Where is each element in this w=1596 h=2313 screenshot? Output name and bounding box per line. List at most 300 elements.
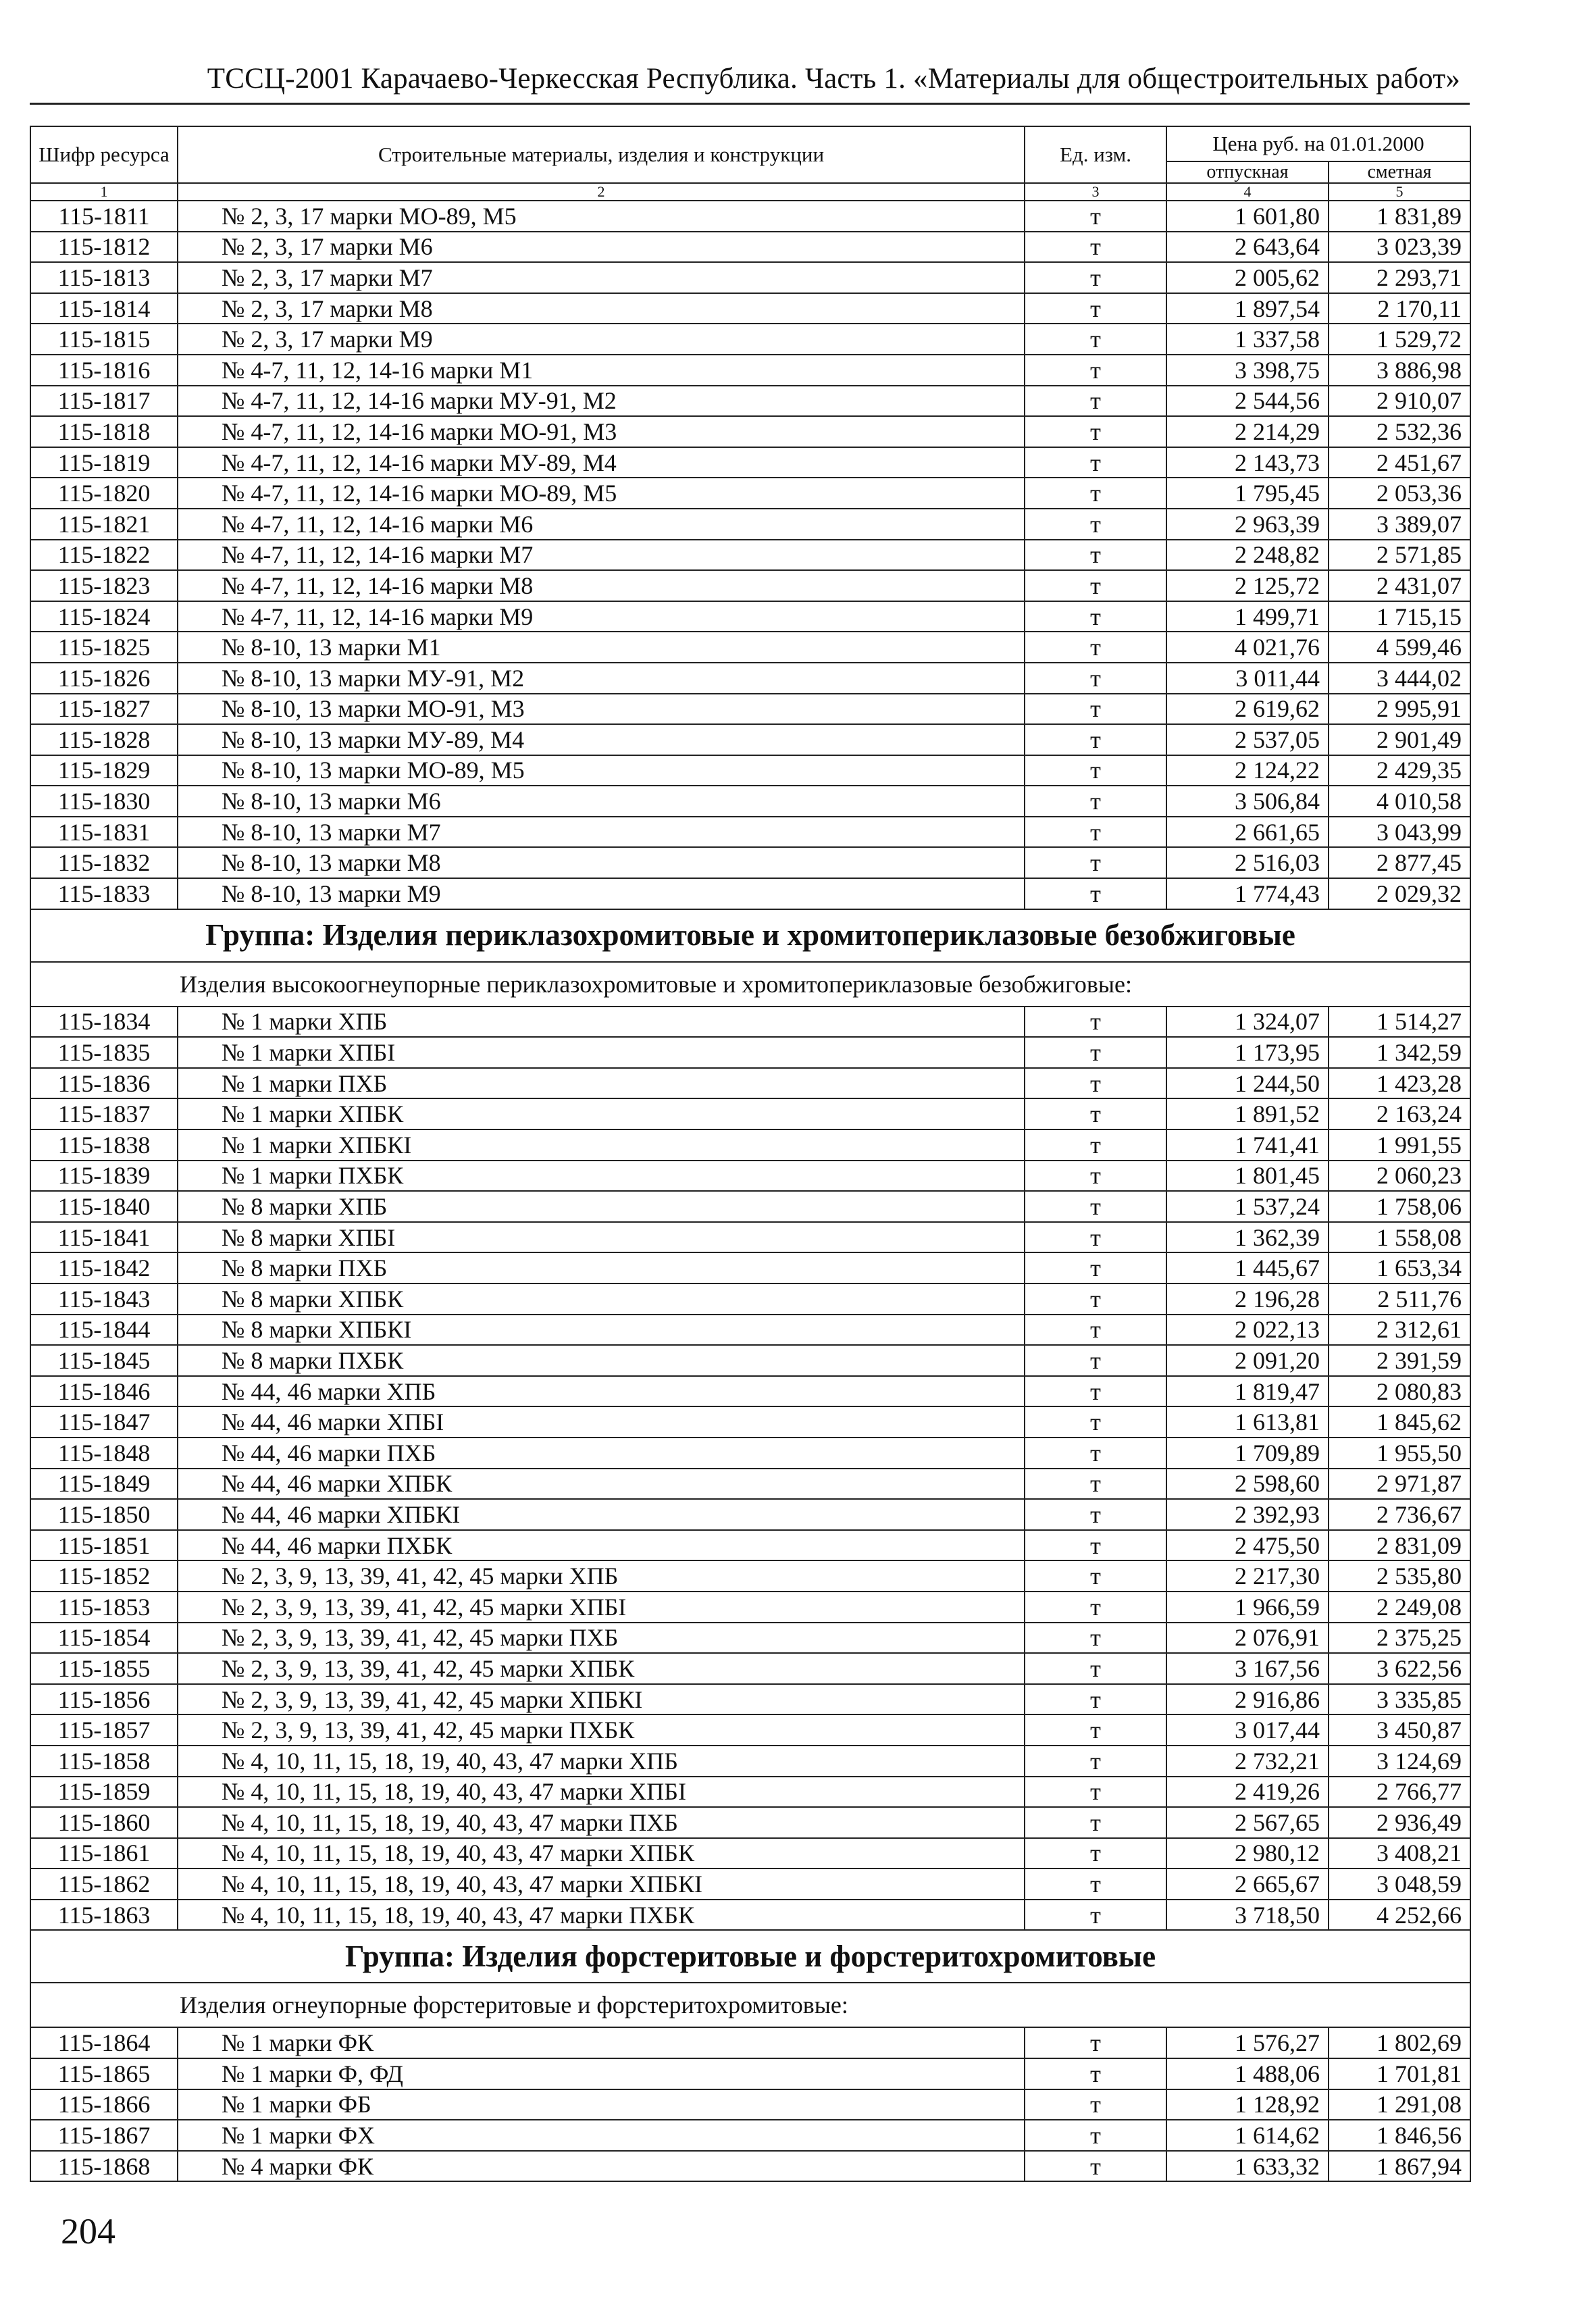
material-name: № 8 марки ПХБК [178,1345,1025,1376]
resource-code: 115-1862 [30,1869,178,1900]
table-row [30,324,1470,355]
table-row [30,1161,1470,1192]
material-name: № 1 марки Ф, ФД [178,2058,1025,2089]
table-row [30,663,1470,694]
table-row [30,1191,1470,1222]
material-name: № 1 марки ФК [178,2027,1025,2058]
material-name: № 1 марки ХПБI [178,1037,1025,1068]
release-price: 2 475,50 [1166,1530,1329,1561]
estimate-price: 2 971,87 [1329,1469,1470,1500]
estimate-price: 2 766,77 [1329,1777,1470,1808]
resource-code: 115-1836 [30,1068,178,1099]
unit-of-measure: т [1025,1406,1166,1438]
material-name: № 8-10, 13 марки МО-89, М5 [178,755,1025,786]
estimate-price: 3 124,69 [1329,1746,1470,1777]
material-name: № 2, 3, 17 марки МО-89, М5 [178,201,1025,232]
estimate-price: 1 846,56 [1329,2120,1470,2151]
unit-of-measure: т [1025,1037,1166,1068]
release-price: 1 709,89 [1166,1438,1329,1469]
material-name: № 8-10, 13 марки М8 [178,847,1025,878]
resource-code: 115-1842 [30,1252,178,1283]
estimate-price: 2 429,35 [1329,755,1470,786]
table-row [30,1684,1470,1715]
table-row [30,478,1470,509]
resource-code: 115-1867 [30,2120,178,2151]
release-price: 3 506,84 [1166,786,1329,817]
table-row [30,1746,1470,1777]
table-row [30,1838,1470,1869]
group-title: Группа: Изделия периклазохромитовые и хромитопериклазовые безобжиговые [30,909,1470,962]
unit-of-measure: т [1025,847,1166,878]
table-row [30,2089,1470,2120]
release-price: 2 022,13 [1166,1315,1329,1346]
table-row [30,1129,1470,1161]
resource-code: 115-1818 [30,416,178,447]
header-price: Цена руб. на 01.01.2000 [1166,126,1470,161]
unit-of-measure: т [1025,2089,1166,2120]
header-estimate-price: сметная [1329,161,1470,183]
material-name: № 1 марки ФБ [178,2089,1025,2120]
estimate-price: 1 845,62 [1329,1406,1470,1438]
material-name: № 4, 10, 11, 15, 18, 19, 40, 43, 47 марки ХПБ [178,1746,1025,1777]
release-price: 1 337,58 [1166,324,1329,355]
column-number: 3 [1025,183,1166,201]
estimate-price: 3 335,85 [1329,1684,1470,1715]
release-price: 1 601,80 [1166,201,1329,232]
estimate-price: 3 408,21 [1329,1838,1470,1869]
estimate-price: 3 043,99 [1329,817,1470,848]
column-number: 5 [1329,183,1470,201]
resource-code: 115-1823 [30,570,178,601]
estimate-price: 2 877,45 [1329,847,1470,878]
release-price: 2 665,67 [1166,1869,1329,1900]
release-price: 2 392,93 [1166,1499,1329,1530]
material-name: № 8-10, 13 марки МУ-91, М2 [178,663,1025,694]
release-price: 2 248,82 [1166,540,1329,571]
estimate-price: 1 715,15 [1329,601,1470,632]
table-row [30,1499,1470,1530]
table-row [30,1869,1470,1900]
release-price: 1 897,54 [1166,293,1329,324]
material-name: № 4-7, 11, 12, 14-16 марки М8 [178,570,1025,601]
estimate-price: 4 252,66 [1329,1900,1470,1931]
release-price: 2 419,26 [1166,1777,1329,1808]
table-row [30,1560,1470,1592]
estimate-price: 3 444,02 [1329,663,1470,694]
release-price: 1 173,95 [1166,1037,1329,1068]
page-number: 204 [61,2211,115,2252]
table-row [30,1007,1470,1038]
material-name: № 4-7, 11, 12, 14-16 марки М9 [178,601,1025,632]
release-price: 1 362,39 [1166,1222,1329,1253]
resource-code: 115-1815 [30,324,178,355]
unit-of-measure: т [1025,663,1166,694]
material-name: № 2, 3, 9, 13, 39, 41, 42, 45 марки ПХБ [178,1623,1025,1654]
resource-code: 115-1861 [30,1838,178,1869]
estimate-price: 2 571,85 [1329,540,1470,571]
release-price: 3 017,44 [1166,1714,1329,1746]
estimate-price: 2 431,07 [1329,570,1470,601]
estimate-price: 3 048,59 [1329,1869,1470,1900]
table-row [30,1653,1470,1684]
estimate-price: 1 423,28 [1329,1068,1470,1099]
release-price: 2 916,86 [1166,1684,1329,1715]
resource-code: 115-1854 [30,1623,178,1654]
resource-code: 115-1853 [30,1592,178,1623]
table-row [30,1345,1470,1376]
unit-of-measure: т [1025,2151,1166,2182]
unit-of-measure: т [1025,1684,1166,1715]
release-price: 2 214,29 [1166,416,1329,447]
resource-code: 115-1838 [30,1129,178,1161]
material-name: № 2, 3, 17 марки М6 [178,232,1025,263]
unit-of-measure: т [1025,1222,1166,1253]
table-row [30,1807,1470,1838]
unit-of-measure: т [1025,2120,1166,2151]
unit-of-measure: т [1025,1807,1166,1838]
estimate-price: 2 080,83 [1329,1376,1470,1407]
table-row [30,1283,1470,1315]
header-name: Строительные материалы, изделия и конструкции [178,126,1025,183]
material-name: № 1 марки ХПБКI [178,1129,1025,1161]
unit-of-measure: т [1025,1777,1166,1808]
material-name: № 4-7, 11, 12, 14-16 марки М6 [178,509,1025,540]
table-row [30,447,1470,478]
estimate-price: 2 375,25 [1329,1623,1470,1654]
release-price: 2 005,62 [1166,262,1329,293]
estimate-price: 1 701,81 [1329,2058,1470,2089]
release-price: 3 011,44 [1166,663,1329,694]
material-name: № 44, 46 марки ХПБК [178,1469,1025,1500]
unit-of-measure: т [1025,1900,1166,1931]
resource-code: 115-1822 [30,540,178,571]
subgroup-title: Изделия высокоогнеупорные периклазохромитовые и хромитопериклазовые безобжиговые: [30,962,1470,1007]
resource-code: 115-1819 [30,447,178,478]
unit-of-measure: т [1025,1560,1166,1592]
material-name: № 2, 3, 17 марки М8 [178,293,1025,324]
table-row [30,1438,1470,1469]
unit-of-measure: т [1025,1838,1166,1869]
estimate-price: 2 391,59 [1329,1345,1470,1376]
estimate-price: 1 514,27 [1329,1007,1470,1038]
release-price: 2 567,65 [1166,1807,1329,1838]
table-row [30,570,1470,601]
resource-code: 115-1849 [30,1469,178,1500]
unit-of-measure: т [1025,1068,1166,1099]
material-name: № 2, 3, 9, 13, 39, 41, 42, 45 марки ХПБКI [178,1684,1025,1715]
material-name: № 1 марки ПХБ [178,1068,1025,1099]
table-row [30,1714,1470,1746]
table-row [30,786,1470,817]
column-number: 4 [1166,183,1329,201]
material-name: № 2, 3, 9, 13, 39, 41, 42, 45 марки ХПБI [178,1592,1025,1623]
estimate-price: 2 901,49 [1329,724,1470,755]
resource-code: 115-1866 [30,2089,178,2120]
estimate-price: 1 558,08 [1329,1222,1470,1253]
unit-of-measure: т [1025,786,1166,817]
table-row [30,1530,1470,1561]
subgroup-title: Изделия огнеупорные форстеритовые и форстеритохромитовые: [30,1983,1470,2027]
release-price: 1 614,62 [1166,2120,1329,2151]
release-price: 1 633,32 [1166,2151,1329,2182]
column-number: 2 [178,183,1025,201]
table-row [30,1037,1470,1068]
table-row [30,1469,1470,1500]
table-header-row [30,126,1470,161]
material-name: № 8 марки ХПБI [178,1222,1025,1253]
release-price: 2 980,12 [1166,1838,1329,1869]
unit-of-measure: т [1025,1007,1166,1038]
release-price: 1 801,45 [1166,1161,1329,1192]
estimate-price: 1 802,69 [1329,2027,1470,2058]
unit-of-measure: т [1025,1315,1166,1346]
resource-code: 115-1831 [30,817,178,848]
unit-of-measure: т [1025,478,1166,509]
unit-of-measure: т [1025,1469,1166,1500]
estimate-price: 1 955,50 [1329,1438,1470,1469]
release-price: 1 576,27 [1166,2027,1329,2058]
material-name: № 4-7, 11, 12, 14-16 марки М1 [178,355,1025,386]
resource-code: 115-1856 [30,1684,178,1715]
resource-code: 115-1858 [30,1746,178,1777]
release-price: 1 324,07 [1166,1007,1329,1038]
resource-code: 115-1825 [30,632,178,663]
table-row [30,1406,1470,1438]
resource-code: 115-1811 [30,201,178,232]
material-name: № 4, 10, 11, 15, 18, 19, 40, 43, 47 марки ХПБI [178,1777,1025,1808]
estimate-price: 2 312,61 [1329,1315,1470,1346]
table-row [30,2151,1470,2182]
table-row [30,817,1470,848]
column-number: 1 [30,183,178,201]
table-row [30,1623,1470,1654]
estimate-price: 2 535,80 [1329,1560,1470,1592]
resource-code: 115-1833 [30,878,178,909]
resource-code: 115-1857 [30,1714,178,1746]
material-name: № 4-7, 11, 12, 14-16 марки МУ-89, М4 [178,447,1025,478]
estimate-price: 2 511,76 [1329,1283,1470,1315]
unit-of-measure: т [1025,447,1166,478]
material-name: № 2, 3, 9, 13, 39, 41, 42, 45 марки ХПБК [178,1653,1025,1684]
unit-of-measure: т [1025,1530,1166,1561]
material-name: № 4-7, 11, 12, 14-16 марки МУ-91, М2 [178,386,1025,417]
resource-code: 115-1855 [30,1653,178,1684]
unit-of-measure: т [1025,878,1166,909]
material-name: № 44, 46 марки ХПБ [178,1376,1025,1407]
table-row [30,1376,1470,1407]
unit-of-measure: т [1025,324,1166,355]
release-price: 2 619,62 [1166,694,1329,725]
resource-code: 115-1852 [30,1560,178,1592]
estimate-price: 2 451,67 [1329,447,1470,478]
estimate-price: 2 936,49 [1329,1807,1470,1838]
resource-code: 115-1835 [30,1037,178,1068]
table-row [30,386,1470,417]
estimate-price: 2 053,36 [1329,478,1470,509]
estimate-price: 2 170,11 [1329,293,1470,324]
release-price: 1 128,92 [1166,2089,1329,2120]
table-row [30,232,1470,263]
material-name: № 8 марки ХПБ [178,1191,1025,1222]
release-price: 2 125,72 [1166,570,1329,601]
unit-of-measure: т [1025,1746,1166,1777]
release-price: 2 516,03 [1166,847,1329,878]
material-name: № 2, 3, 17 марки М9 [178,324,1025,355]
release-price: 4 021,76 [1166,632,1329,663]
table-row [30,1592,1470,1623]
table-row [30,1900,1470,1931]
material-name: № 1 марки ХПБ [178,1007,1025,1038]
table-row [30,2058,1470,2089]
unit-of-measure: т [1025,817,1166,848]
release-price: 1 499,71 [1166,601,1329,632]
resource-code: 115-1824 [30,601,178,632]
unit-of-measure: т [1025,386,1166,417]
material-name: № 4-7, 11, 12, 14-16 марки М7 [178,540,1025,571]
resource-code: 115-1840 [30,1191,178,1222]
table-row [30,632,1470,663]
unit-of-measure: т [1025,540,1166,571]
unit-of-measure: т [1025,694,1166,725]
unit-of-measure: т [1025,509,1166,540]
table-row [30,509,1470,540]
material-name: № 44, 46 марки ПХБК [178,1530,1025,1561]
release-price: 3 167,56 [1166,1653,1329,1684]
material-name: № 8 марки ХПБКI [178,1315,1025,1346]
release-price: 2 661,65 [1166,817,1329,848]
material-name: № 4, 10, 11, 15, 18, 19, 40, 43, 47 марки ПХБ [178,1807,1025,1838]
resource-code: 115-1827 [30,694,178,725]
resource-code: 115-1847 [30,1406,178,1438]
release-price: 1 795,45 [1166,478,1329,509]
estimate-price: 2 293,71 [1329,262,1470,293]
release-price: 3 398,75 [1166,355,1329,386]
resource-code: 115-1845 [30,1345,178,1376]
unit-of-measure: т [1025,262,1166,293]
estimate-price: 3 622,56 [1329,1653,1470,1684]
table-row [30,416,1470,447]
release-price: 3 718,50 [1166,1900,1329,1931]
estimate-price: 3 886,98 [1329,355,1470,386]
material-name: № 8-10, 13 марки МО-91, М3 [178,694,1025,725]
unit-of-measure: т [1025,1714,1166,1746]
table-row [30,1315,1470,1346]
estimate-price: 4 599,46 [1329,632,1470,663]
table-row [30,262,1470,293]
group-heading-row [30,909,1470,962]
material-name: № 44, 46 марки ХПБI [178,1406,1025,1438]
estimate-price: 1 831,89 [1329,201,1470,232]
table-row [30,694,1470,725]
resource-code: 115-1850 [30,1499,178,1530]
release-price: 2 732,21 [1166,1746,1329,1777]
resource-code: 115-1826 [30,663,178,694]
table-row [30,755,1470,786]
material-name: № 4, 10, 11, 15, 18, 19, 40, 43, 47 марки ХПБК [178,1838,1025,1869]
release-price: 1 741,41 [1166,1129,1329,1161]
material-name: № 8-10, 13 марки М9 [178,878,1025,909]
resource-code: 115-1830 [30,786,178,817]
estimate-price: 3 023,39 [1329,232,1470,263]
material-name: № 44, 46 марки ПХБ [178,1438,1025,1469]
unit-of-measure: т [1025,724,1166,755]
release-price: 1 966,59 [1166,1592,1329,1623]
material-name: № 8 марки ПХБ [178,1252,1025,1283]
unit-of-measure: т [1025,232,1166,263]
table-row [30,355,1470,386]
release-price: 1 891,52 [1166,1098,1329,1129]
table-row [30,724,1470,755]
table-row [30,2120,1470,2151]
material-name: № 8-10, 13 марки МУ-89, М4 [178,724,1025,755]
estimate-price: 1 529,72 [1329,324,1470,355]
unit-of-measure: т [1025,2058,1166,2089]
unit-of-measure: т [1025,1592,1166,1623]
resource-code: 115-1828 [30,724,178,755]
unit-of-measure: т [1025,632,1166,663]
unit-of-measure: т [1025,1623,1166,1654]
estimate-price: 2 831,09 [1329,1530,1470,1561]
unit-of-measure: т [1025,1283,1166,1315]
material-name: № 4, 10, 11, 15, 18, 19, 40, 43, 47 марки ПХБК [178,1900,1025,1931]
estimate-price: 2 249,08 [1329,1592,1470,1623]
estimate-price: 2 532,36 [1329,416,1470,447]
release-price: 2 196,28 [1166,1283,1329,1315]
estimate-price: 1 291,08 [1329,2089,1470,2120]
table-row [30,293,1470,324]
material-name: № 4 марки ФК [178,2151,1025,2182]
resource-code: 115-1837 [30,1098,178,1129]
material-name: № 8-10, 13 марки М7 [178,817,1025,848]
resource-code: 115-1863 [30,1900,178,1931]
release-price: 2 643,64 [1166,232,1329,263]
release-price: 2 537,05 [1166,724,1329,755]
resource-code: 115-1839 [30,1161,178,1192]
table-row [30,1098,1470,1129]
release-price: 2 143,73 [1166,447,1329,478]
resource-code: 115-1829 [30,755,178,786]
release-price: 2 963,39 [1166,509,1329,540]
material-name: № 8 марки ХПБК [178,1283,1025,1315]
material-name: № 4, 10, 11, 15, 18, 19, 40, 43, 47 марки ХПБКI [178,1869,1025,1900]
release-price: 2 544,56 [1166,386,1329,417]
resource-code: 115-1834 [30,1007,178,1038]
unit-of-measure: т [1025,1345,1166,1376]
material-name: № 8-10, 13 марки М1 [178,632,1025,663]
group-title: Группа: Изделия форстеритовые и форстеритохромитовые [30,1930,1470,1983]
resource-code: 115-1851 [30,1530,178,1561]
release-price: 2 217,30 [1166,1560,1329,1592]
unit-of-measure: т [1025,1191,1166,1222]
header-code: Шифр ресурса [30,126,178,183]
estimate-price: 2 060,23 [1329,1161,1470,1192]
estimate-price: 1 342,59 [1329,1037,1470,1068]
unit-of-measure: т [1025,1499,1166,1530]
unit-of-measure: т [1025,1653,1166,1684]
resource-code: 115-1865 [30,2058,178,2089]
document-title: ТССЦ-2001 Карачаево-Черкесская Республика. Часть 1. «Материалы для общестроительных работ» [207,63,1460,95]
release-price: 1 774,43 [1166,878,1329,909]
release-price: 2 124,22 [1166,755,1329,786]
estimate-price: 1 867,94 [1329,2151,1470,2182]
unit-of-measure: т [1025,1098,1166,1129]
table-row [30,878,1470,909]
resource-code: 115-1859 [30,1777,178,1808]
resource-code: 115-1817 [30,386,178,417]
header-unit: Ед. изм. [1025,126,1166,183]
table-row [30,1252,1470,1283]
table-row [30,847,1470,878]
